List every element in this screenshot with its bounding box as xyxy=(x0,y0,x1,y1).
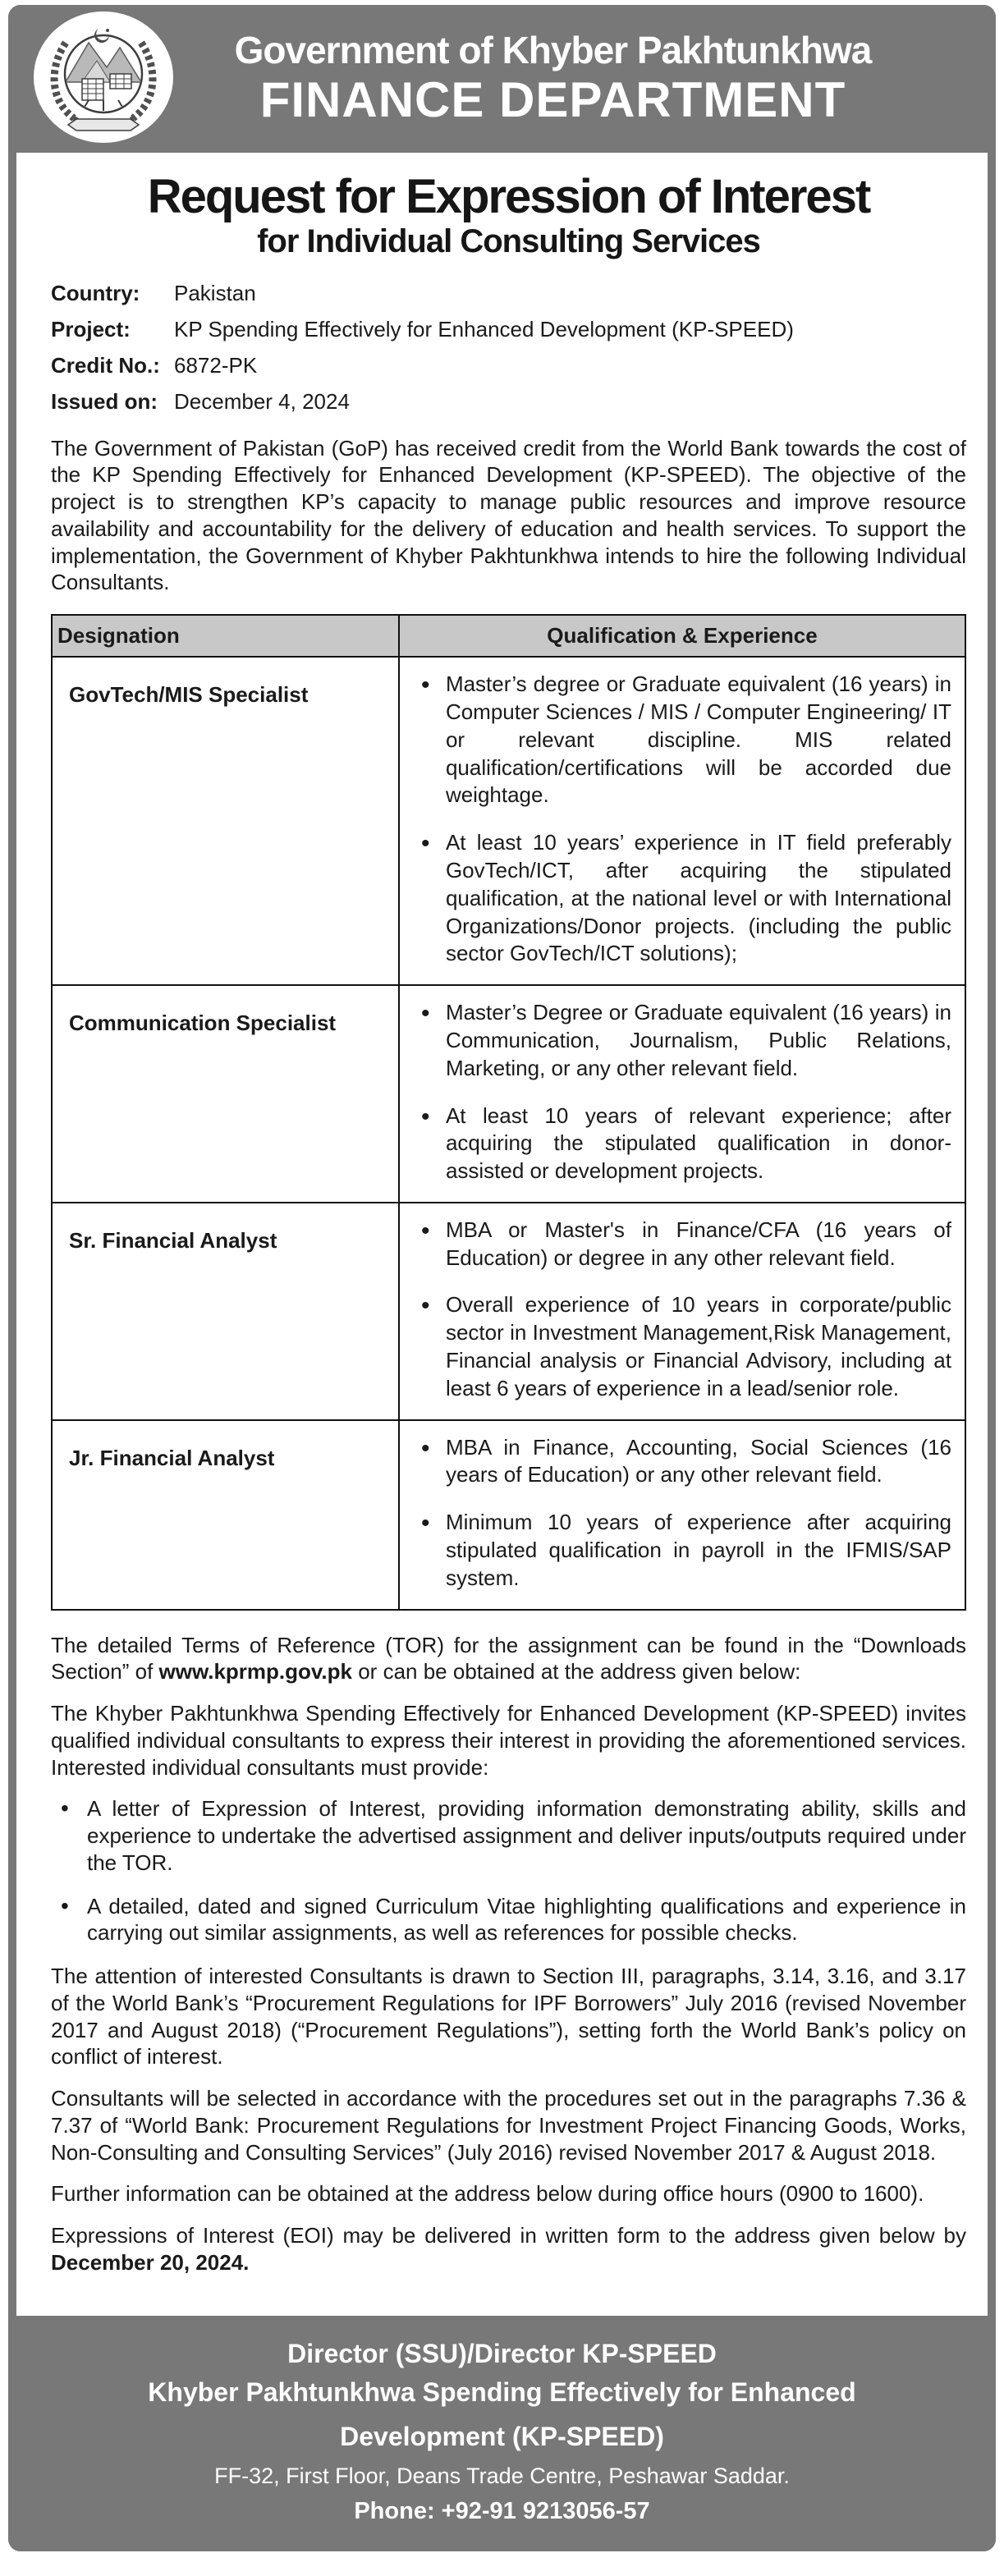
department-title: FINANCE DEPARTMENT xyxy=(259,71,846,127)
table-row xyxy=(52,1203,965,1420)
table-row xyxy=(52,1420,965,1610)
website-link[interactable]: www.kprmp.gov.pk xyxy=(158,1659,352,1684)
tor-paragraph xyxy=(51,1632,966,1686)
invitation-paragraph: The Khyber Pakhtunkhwa Spending Effectively for Enhanced Development (KP-SPEED) invites qualified individual consultants to express their interest in providing the aforementioned services. Interested individual consultants must provide: xyxy=(51,1701,966,1780)
footer-phone: Phone: +92-91 9213056-57 xyxy=(354,2497,650,2524)
detail-label: Issued on: xyxy=(51,389,158,415)
designation-cell: Jr. Financial Analyst xyxy=(52,1420,399,1610)
qualification-cell xyxy=(399,657,965,985)
detail-value: Pakistan xyxy=(174,280,256,305)
designation-cell: Communication Specialist xyxy=(52,985,399,1203)
table-row xyxy=(52,985,965,1203)
notice-title: Request for Expression of Interest xyxy=(147,170,870,223)
detail-value: December 4, 2024 xyxy=(174,389,350,415)
detail-row-issued-on xyxy=(51,383,966,419)
kp-government-emblem-logo xyxy=(31,10,176,149)
qualification-item: • Master’s degree or Graduate equivalent (16 years) in Computer Sciences / MIS / Computer Engineering/ IT or relevant discipline. MIS related qualification/certifications will be accorded due weightage. xyxy=(446,671,951,809)
footer-contact-block xyxy=(8,2316,996,2552)
detail-label: Country: xyxy=(51,280,140,305)
qualification-item: • At least 10 years of relevant experience; after acquiring the stipulated qualification in donor-assisted or development projects. xyxy=(446,1102,951,1185)
table-row xyxy=(52,657,965,985)
qualification-cell xyxy=(399,1203,965,1420)
column-header-qualification: Qualification & Experience xyxy=(399,615,965,657)
qualification-cell xyxy=(399,985,965,1203)
qualification-item: • MBA in Finance, Accounting, Social Sciences (16 years of Education) or any other relevant field. xyxy=(446,1434,951,1490)
eoi-deadline-paragraph xyxy=(51,2222,966,2276)
qualification-cell xyxy=(399,1420,965,1610)
table-header-row xyxy=(52,615,965,657)
column-header-designation: Designation xyxy=(52,615,399,657)
intro-paragraph: The Government of Pakistan (GoP) has received credit from the World Bank towards the cost of the KP Spending Effectively for Enhanced Development (KP-SPEED). The objective of the project is to strengthen KP’s capacity to manage public resources and improve resource availability and accountability for the delivery of education and health services. To support the implementation, the Government of Khyber Pakhtunkhwa intends to hire the following Individual Consultants. xyxy=(51,435,966,595)
footer-project-name-line1: Khyber Pakhtunkhwa Spending Effectively for Enhanced xyxy=(148,2377,856,2408)
tor-text-post: or can be obtained at the address given below: xyxy=(352,1659,801,1684)
qualification-item: • At least 10 years’ experience in IT field preferably GovTech/ICT, after acquiring the stipulated qualification, at the national level or with International Organizations/Donor projects. (including the public sector GovTech/ICT solutions); xyxy=(446,829,951,968)
detail-row-project xyxy=(51,311,966,347)
notice-subtitle: for Individual Consulting Services xyxy=(257,222,760,259)
eoi-text-pre: Expressions of Interest (EOI) may be delivered in written form to the address given below by xyxy=(51,2223,966,2248)
detail-row-country xyxy=(51,275,966,311)
attention-paragraph: The attention of interested Consultants is drawn to Section III, paragraphs, 3.14, 3.16, and 3.17 of the World Bank’s “Procurement Regulations for IPF Borrowers” July 2016 (revised November 2017 and August 2018) (“Procurement Regulations”), setting forth the World Bank’s policy on conflict of interest. xyxy=(51,1964,966,2070)
qualification-item: • Overall experience of 10 years in corporate/public sector in Investment Management,Risk Management, Financial analysis or Financial Advisory, including at least 6 years of experience in a lead/senior role. xyxy=(446,1291,951,1402)
designation-cell: Sr. Financial Analyst xyxy=(52,1203,399,1420)
notice-body xyxy=(16,153,988,2316)
detail-value: 6872-PK xyxy=(174,353,258,378)
selection-paragraph: Consultants will be selected in accordance with the procedures set out in the paragraphs 7.36 & 7.37 of “World Bank: Procurement Regulations for Investment Project Financing Goods, Works, Non-Consulting and Consulting Services” (July 2016) revised November 2017 & August 2018. xyxy=(51,2086,966,2165)
detail-value: KP Spending Effectively for Enhanced Development (KP-SPEED) xyxy=(174,317,794,342)
designation-cell: GovTech/MIS Specialist xyxy=(52,657,399,985)
header-titles xyxy=(176,30,979,128)
footer-project-name-line2: Development (KP-SPEED) xyxy=(340,2421,664,2451)
detail-label: Project: xyxy=(51,317,131,342)
list-item: • A detailed, dated and signed Curriculum Vitae highlighting qualifications and experience in carrying out similar assignments, as well as references for possible checks. xyxy=(87,1893,966,1947)
further-info-paragraph: Further information can be obtained at the address below during office hours (0900 to 1600). xyxy=(51,2181,924,2207)
government-title: Government of Khyber Pakhtunkhwa xyxy=(234,29,872,72)
eoi-deadline: December 20, 2024. xyxy=(51,2249,250,2275)
list-item: • A letter of Expression of Interest, providing information demonstrating ability, skills and experience to undertake the advertised assignment and deliver inputs/outputs required under the TOR. xyxy=(87,1795,966,1876)
qualification-item: • Minimum 10 years of experience after acquiring stipulated qualification in payroll in the IFMIS/SAP system. xyxy=(446,1509,951,1592)
advertisement xyxy=(8,5,996,2551)
tor-text-pre: The detailed Terms of Reference (TOR) for the assignment can be found in the “Downloads Section” of xyxy=(51,1632,966,1684)
project-details xyxy=(51,275,966,420)
submission-requirements-list xyxy=(51,1795,966,1946)
qualification-item: • MBA or Master's in Finance/CFA (16 years of Education) or degree in any other relevant field. xyxy=(446,1217,951,1272)
page-bottom-margin xyxy=(0,2551,1004,2576)
detail-label: Credit No.: xyxy=(51,353,160,378)
footer-address: FF-32, First Floor, Deans Trade Centre, Peshawar Saddar. xyxy=(214,2464,790,2489)
detail-row-credit-no xyxy=(51,347,966,383)
positions-table xyxy=(51,614,966,1611)
header-banner xyxy=(8,5,996,153)
footer-director-title: Director (SSU)/Director KP-SPEED xyxy=(287,2338,717,2368)
qualification-item: • Master’s Degree or Graduate equivalent (16 years) in Communication, Journalism, Public Relations, Marketing, or any other relevant field. xyxy=(446,999,951,1082)
